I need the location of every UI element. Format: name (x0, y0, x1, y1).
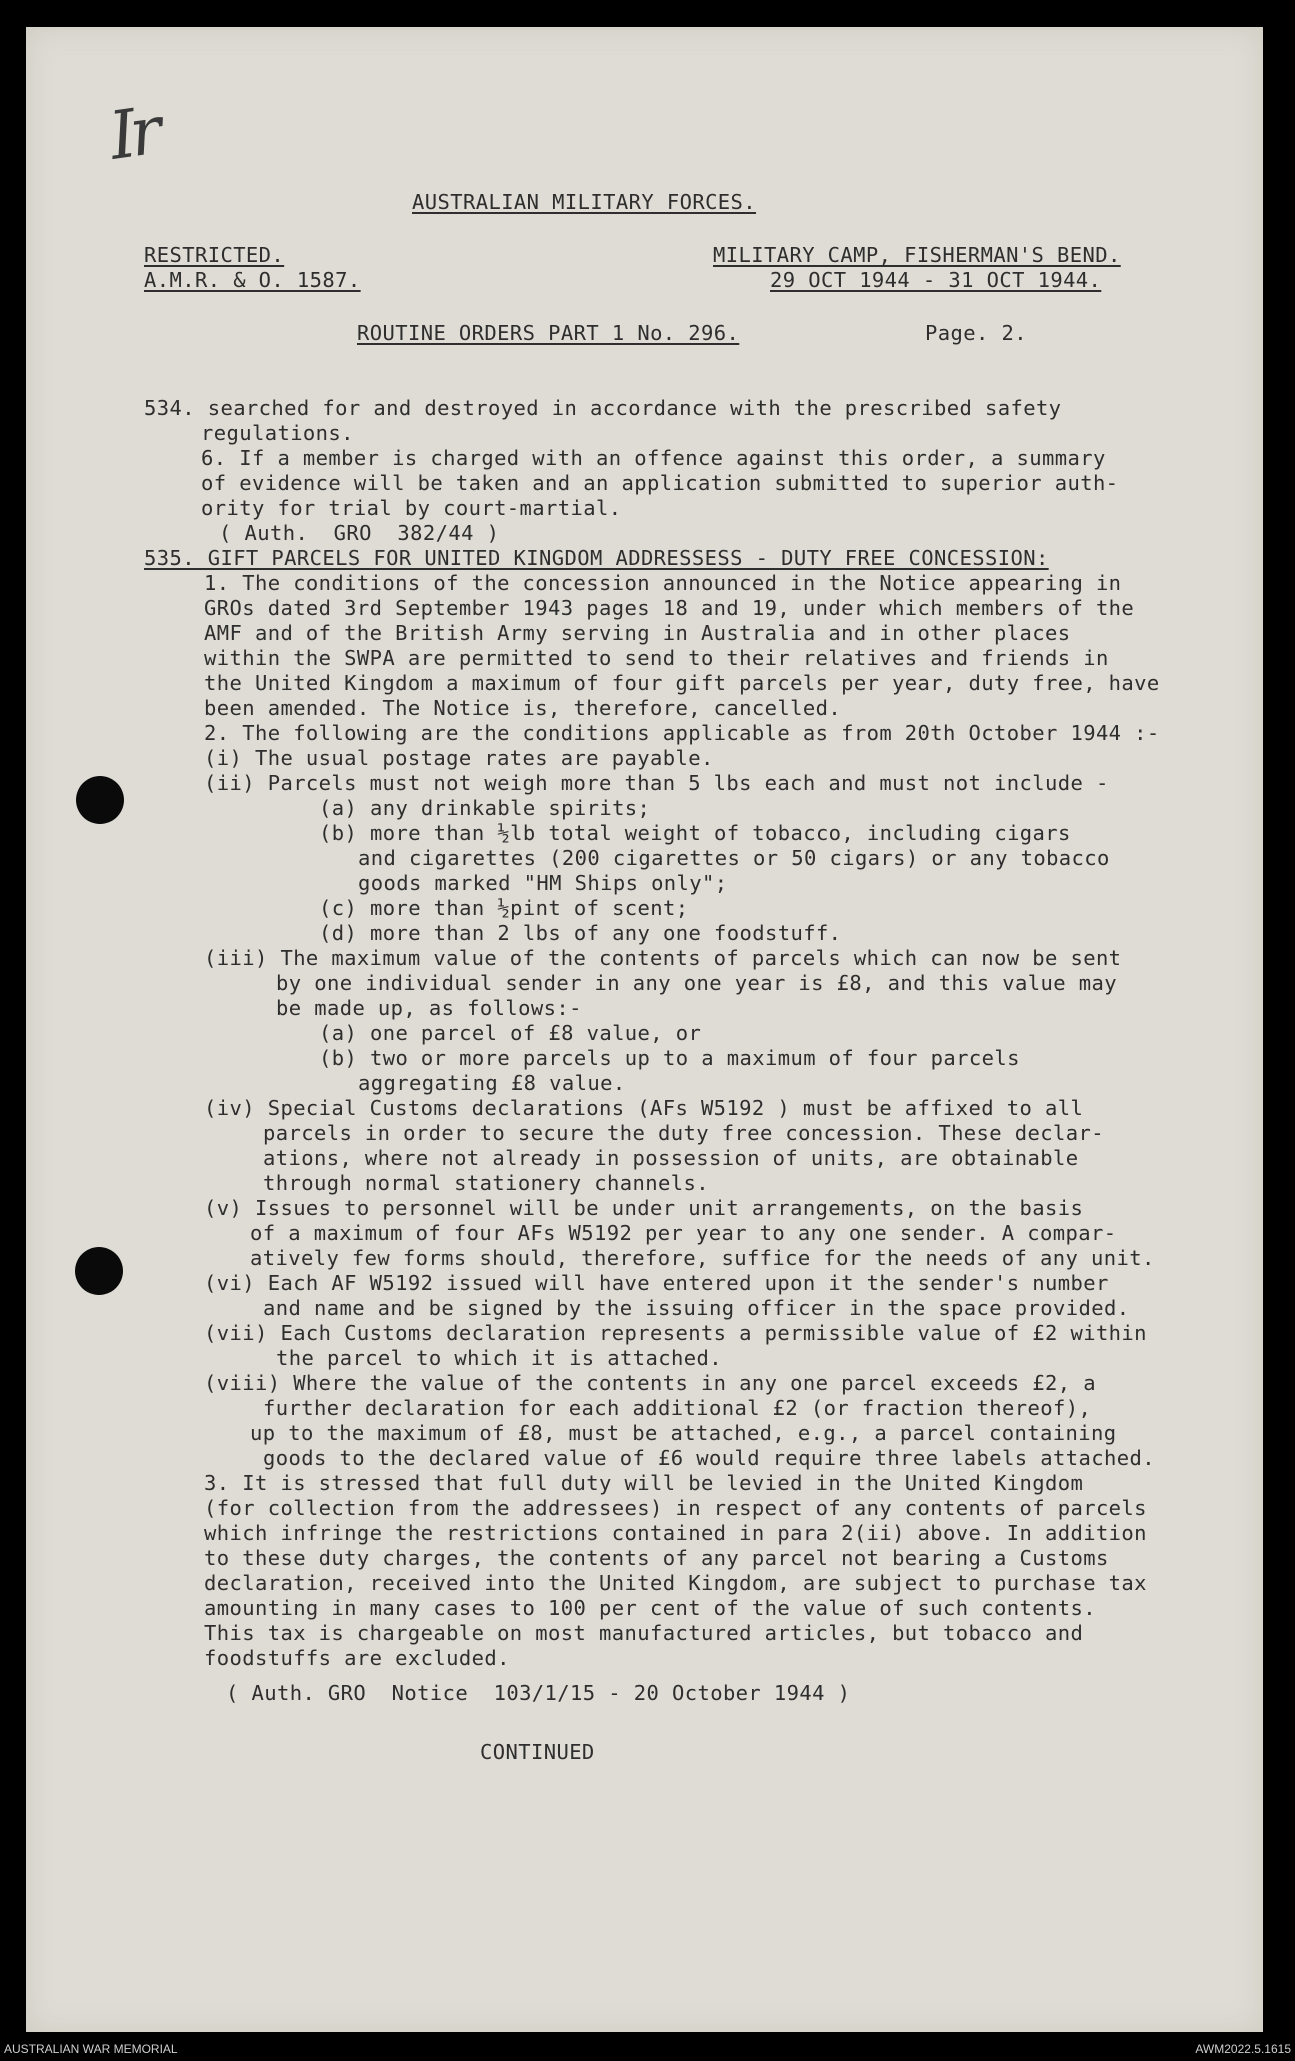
line: declaration, received into the United Kingdom, are subject to purchase tax (204, 1571, 1147, 1595)
line: 6. If a member is charged with an offence against this order, a summary (201, 446, 1106, 470)
punch-hole-bottom (75, 1247, 123, 1295)
orders-title: ROUTINE ORDERS PART 1 No. 296. (357, 321, 740, 345)
line: aggregating £8 value. (358, 1071, 626, 1095)
punch-hole-top (76, 776, 124, 824)
line: goods to the declared value of £6 would require three labels attached. (263, 1446, 1155, 1470)
line: This tax is chargeable on most manufactured articles, but tobacco and (204, 1621, 1084, 1645)
line: (ii) Parcels must not weigh more than 5 lbs each and must not include - (204, 771, 1109, 795)
line: (iii) The maximum value of the contents of parcels which can now be sent (204, 946, 1122, 970)
line: ations, where not already in possession of units, are obtainable (263, 1146, 1079, 1170)
line: (d) more than 2 lbs of any one foodstuff. (319, 921, 842, 945)
line: (for collection from the addressees) in respect of any contents of parcels (204, 1496, 1147, 1520)
line: be made up, as follows:- (276, 996, 582, 1020)
line: (viii) Where the value of the contents in any one parcel exceeds £2, a (204, 1371, 1096, 1395)
line: parcels in order to secure the duty free concession. These declar- (263, 1121, 1104, 1145)
line: which infringe the restrictions contained in para 2(ii) above. In addition (204, 1521, 1147, 1545)
line: within the SWPA are permitted to send to their relatives and friends in (204, 646, 1109, 670)
footer-right: AWM2022.5.1615 (1195, 2042, 1291, 2056)
section-heading: 535. GIFT PARCELS FOR UNITED KINGDOM ADDRESSESS - DUTY FREE CONCESSION: (144, 546, 1049, 570)
line: (b) two or more parcels up to a maximum of four parcels (319, 1046, 1020, 1070)
line: (c) more than ½pint of scent; (319, 896, 689, 920)
line: GROs dated 3rd September 1943 pages 18 and 19, under which members of the (204, 596, 1135, 620)
line: ( Auth. GRO Notice 103/1/15 - 20 October 1944 ) (226, 1681, 851, 1705)
footer-left: AUSTRALIAN WAR MEMORIAL (4, 2042, 178, 2056)
line: amounting in many cases to 100 per cent of the value of such contents. (204, 1596, 1096, 1620)
continued-label: CONTINUED (480, 1740, 595, 1764)
handwritten-mark: Ir (104, 92, 161, 175)
line: (i) The usual postage rates are payable. (204, 746, 714, 770)
header-title: AUSTRALIAN MILITARY FORCES. (412, 190, 757, 214)
line: and cigarettes (200 cigarettes or 50 cigars) or any tobacco (358, 846, 1110, 870)
classification: RESTRICTED. (144, 243, 285, 267)
line: 3. It is stressed that full duty will be levied in the United Kingdom (204, 1471, 1084, 1495)
line: 534. searched for and destroyed in accordance with the prescribed safety (144, 396, 1062, 420)
line: and name and be signed by the issuing officer in the space provided. (263, 1296, 1130, 1320)
line: 1. The conditions of the concession announced in the Notice appearing in (204, 571, 1122, 595)
line: (a) one parcel of £8 value, or (319, 1021, 702, 1045)
line: been amended. The Notice is, therefore, cancelled. (204, 696, 842, 720)
line: (vii) Each Customs declaration represents a permissible value of £2 within (204, 1321, 1147, 1345)
line: the parcel to which it is attached. (276, 1346, 722, 1370)
line: AMF and of the British Army serving in Australia and in other places (204, 621, 1071, 645)
line: goods marked "HM Ships only"; (358, 871, 728, 895)
line: (a) any drinkable spirits; (319, 796, 651, 820)
line: of evidence will be taken and an application submitted to superior auth- (201, 471, 1119, 495)
line: further declaration for each additional £2 (or fraction thereof), (263, 1396, 1092, 1420)
line: (iv) Special Customs declarations (AFs W5192 ) must be affixed to all (204, 1096, 1084, 1120)
line: up to the maximum of £8, must be attached, e.g., a parcel containing (250, 1421, 1117, 1445)
line: regulations. (201, 421, 354, 445)
line: the United Kingdom a maximum of four gift parcels per year, duty free, have (204, 671, 1160, 695)
line: by one individual sender in any one year is £8, and this value may (276, 971, 1117, 995)
line: of a maximum of four AFs W5192 per year to any one sender. A compar- (250, 1221, 1117, 1245)
line: through normal stationery channels. (263, 1171, 709, 1195)
line: foodstuffs are excluded. (204, 1646, 510, 1670)
line: ( Auth. GRO 382/44 ) (219, 521, 500, 545)
line: ority for trial by court-martial. (201, 496, 622, 520)
line: (b) more than ½lb total weight of tobacco, including cigars (319, 821, 1071, 845)
line: atively few forms should, therefore, suffice for the needs of any unit. (250, 1246, 1155, 1270)
line: (v) Issues to personnel will be under unit arrangements, on the basis (204, 1196, 1084, 1220)
page-number: Page. 2. (925, 321, 1027, 345)
line: 2. The following are the conditions applicable as from 20th October 1944 :- (204, 721, 1160, 745)
line: to these duty charges, the contents of any parcel not bearing a Customs (204, 1546, 1109, 1570)
date-range: 29 OCT 1944 - 31 OCT 1944. (770, 268, 1102, 292)
reference: A.M.R. & O. 1587. (144, 268, 361, 292)
line: (vi) Each AF W5192 issued will have entered upon it the sender's number (204, 1271, 1109, 1295)
location: MILITARY CAMP, FISHERMAN'S BEND. (713, 243, 1121, 267)
